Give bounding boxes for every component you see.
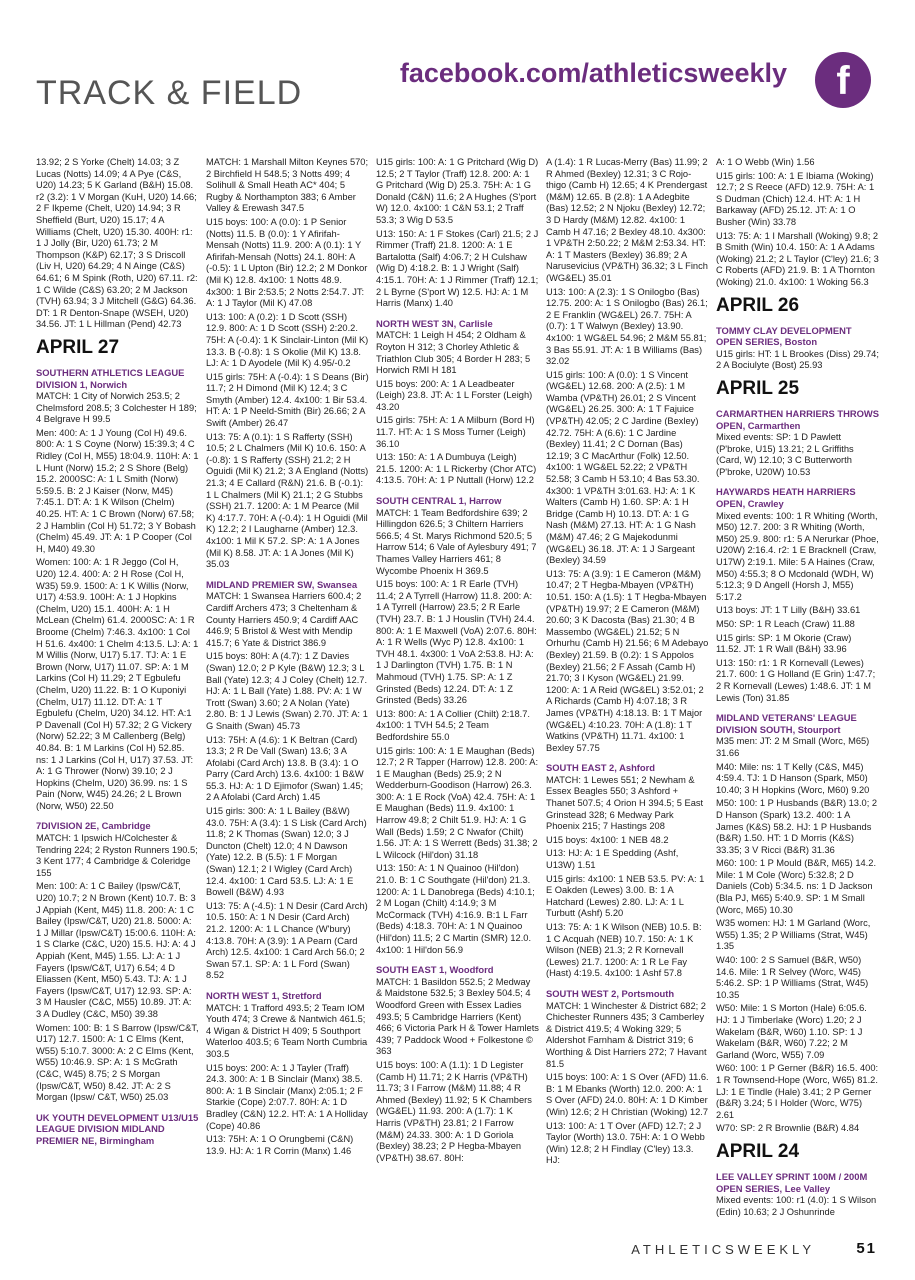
results-paragraph: W60: 100: 1 P Gerner (B&R) 16.5. 400: 1 R Townsend-Hope (Worc, W65) 81.2. LJ: 1 E Tindle (Hale) 3.41; 2 P Gerner (B&R) 3.24; 5 I Holder (Worc, W75) 2.61 — [716, 1063, 879, 1120]
results-paragraph: Mixed events: 100: 1 R Whiting (Worth, M50) 12.7. 200: 3 R Whiting (Worth, M50) 25.9. 800: r1: 5 A Nerurkar (Phoe, U20W) 2:16.4. r2: 1 E Bracknell (Craw, U17W) 2:19.1. Mile: 5 A Haines (Craw, M50) 4:55.3; 8 O Mcdonald (WDH, W) 5:12.3; 9 D Angell (Horsh J, M55) 5:17.2 — [716, 510, 879, 602]
results-paragraph: U13: 75: A (0.1): 1 S Rafferty (SSH) 10.5; 2 L Chalmers (Mil K) 10.6. 150: A (-0.8): 1 S Rafferty (SSH) 21.2; 2 H Oguidi (Mil K) 21.2; 3 A England (Notts) 21.3; 4 E Callard (R&N) 21.6. B (-0.1): 1 L Chalmers (Mil K) 21.1; 2 G Stubbs (SSH) 21.7. 1200: A: 1 M Pearce (Mil K) 4:17.7. 70H: A (-0.4): 1 H Oguidi (Mil K) 12.2; 2 I Laugharne (Amber) 12.3. 4x100: 1 Mil K 57.2. SP: A: 1 A Jones (Mil K) 8.58. JT: A: 1 A Jones (Mil K) 35.03 — [206, 431, 369, 570]
results-columns — [36, 157, 879, 1232]
results-paragraph: U13: 75: A (3.9): 1 E Cameron (M&M) 10.47; 2 T Hegba-Mbayen (VP&TH) 10.51. 150: A (1.5): 1 T Hegba-Mbayen (VP&TH) 19.97; 2 E Cameron (M&M) 20.60; 3 K Dacosta (Bas) 21.30; 4 B Massembo (WG&EL) 21.52; 5 N Orhurhu (Camb H) 21.56; 6 M Adebayo (Bexley) 21.59. B (0.2): 1 S Appolos (Bexley) 21.56; 2 F Assah (Camb H) 21.70; 3 I Kyson (WG&EL) 21.99. 1200: A: 1 A Reid (WG&EL) 3:52.01; 2 A Richards (Camb H) 4:07.18; 3 R James (VP&TH) 4:18.13. B: 1 T Major (WG&EL) 4:10.23. 70H: A (1.8): 1 T Watkins (VP&TH) 11.71. 4x100: 1 Bexley 57.75 — [546, 568, 709, 753]
results-paragraph: U15 girls: 75H: A: 1 A Milburn (Bord H) 11.7. HT: A: 1 S Moss Turner (Leigh) 36.10 — [376, 415, 535, 449]
results-paragraph: MATCH: 1 Marshall Milton Keynes 570; 2 Birchfield H 548.5; 3 Notts 499; 4 Solihull & Small Heath AC* 404; 5 Rugby & Northampton 383; 6 Amber Valley & Erewash 347.5 — [206, 157, 369, 214]
results-paragraph: W40: 100: 2 S Samuel (B&R, W50) 14.6. Mile: 1 R Selvey (Worc, W45) 5:46.2. SP: 1 P Williams (Strat, W45) 10.35 — [716, 955, 869, 1000]
column-4 — [546, 157, 709, 1232]
column-2 — [206, 157, 369, 1232]
results-paragraph: U15 girls: SP: 1 M Okorie (Craw) 11.52. JT: 1 R Wall (B&H) 33.96 — [716, 632, 852, 655]
results-paragraph: MATCH: 1 Basildon 552.5; 2 Medway & Maidstone 532.5; 3 Bexley 504.5; 4 Woodford Green with Essex Ladies 493.5; 5 Cambridge Harriers (Kent) 466; 6 Victoria Park H & Tower Hamlets 439; 7 Paddock Wood + Folkestone © 363 — [376, 976, 539, 1057]
league-heading: LEE VALLEY SPRINT 100M / 200M OPEN SERIES, Lee Valley — [716, 1170, 868, 1194]
results-paragraph: U15 boys: 100: A (0.0): 1 P Senior (Notts) 11.5. B (0.0): 1 Y Afirifah-Mensah (Notts) 11.9. 200: A (0.1): 1 Y Afirifah-Mensah (Notts) 24.1. 80H: A (-0.5): 1 L Upton (Bir) 12.2; 2 M Donkor (Mil K) 12.8. 4x100: 1 Notts 48.9. 4x300: 1 Bir 2:53.5; 2 Notts 2:54.7. JT: A: 1 J Taylor (Mil K) 47.08 — [206, 216, 368, 309]
results-paragraph: U13: 150: A: 1 A Dumbuya (Leigh) 21.5. 1200: A: 1 L Rickerby (Chor ATC) 4:13.5. 70H: A: 1 P Nuttall (Horw) 12.2 — [376, 452, 537, 486]
results-paragraph: W35 women: HJ: 1 M Garland (Worc, W55) 1.35; 2 P Williams (Strat, W45) 1.35 — [716, 918, 871, 952]
results-paragraph: M50: SP: 1 R Leach (Craw) 11.88 — [716, 619, 855, 629]
results-paragraph: M60: 100: 1 P Mould (B&R, M65) 14.2. Mile: 1 M Cole (Worc) 5:32.8; 2 D Daniels (Cob) 5:34.5. ns: 1 D Jackson (Bla PJ, M65) 5:40.9. SP: 1 M Small (Worc, M65) 10.30 — [716, 858, 877, 915]
results-paragraph: U13: 75: A (-4.5): 1 N Desir (Card Arch) 10.5. 150: A: 1 N Desir (Card Arch) 21.2. 1200: A: 1 L Chance (W'bury) 4:13.8. 70H: A (3.9): 1 A Pearn (Card Arch) 12.5. 4x100: 1 Card Arch 56.0; 2 Swan 57.1. SP: A: 1 L Ford (Swan) 8.52 — [206, 900, 368, 981]
results-paragraph: U15 girls: 100: A: 1 E Maughan (Beds) 12.7; 2 R Tapper (Harrow) 12.8. 200: A: 1 E Maughan (Beds) 25.9; 2 N Wedderburn-Goodison (Harrow) 26.3. 300: A: 1 E Rock (VoA) 42.4. 75H: A: 1 E Maughan (Beds) 11.9. 4x100: 1 Harrow 49.8; 2 Chilt 51.9. HJ: A: 1 G Wall (Beds) 1.59; 2 C Nwafor (Chilt) 1.56. JT: A: 1 S Werrett (Beds) 31.38; 2 L Wilcock (Hil'don) 31.18 — [376, 745, 539, 860]
results-paragraph: U15 boys: 100: A: 1 R Earle (TVH) 11.4; 2 A Tyrrell (Harrow) 11.8. 200: A: 1 A Tyrrell (Harrow) 23.5; 2 R Earle (TVH) 23.7. B: 1 J Houslin (TVH) 24.4. 800: A: 1 E Maxwell (VoA) 2:07.6. 80H: A: 1 R Wells (Wyc P) 12.8. 4x100: 1 TVH 48.1. 4x300: 1 VoA 2:53.8. HJ: A: 1 J Darlington (TVH) 1.75. B: 1 N Mahmoud (TVH) 1.75. SP: A: 1 Z Grinsted (Beds) 12.24. DT: A: 1 Z Grinsted (Beds) 33.26 — [376, 579, 537, 706]
results-paragraph: U15 boys: 100: A: 1 S Over (AFD) 11.6. B: 1 M Ebanks (Worth) 12.0. 200: A: 1 S Over (AFD) 24.0. 80H: A: 1 D Kimber (Win) 12.6; 2 H Christian (Woking) 12.7 — [546, 1072, 709, 1117]
league-heading: UK YOUTH DEVELOPMENT U13/U15 LEAGUE DIVISION MIDLAND PREMIER NE, Birmingham — [36, 1111, 199, 1146]
results-paragraph: Women: 100: B: 1 S Barrow (Ipsw/C&T, U17) 12.7. 1500: A: 1 C Elms (Kent, W55) 5:10.7. 3000: A: 2 C Elms (Kent, W55) 10:46.9. SP: A: 1 S McGrath (C&C, W45) 8.75; 2 S Morgan (Ipsw/C&T, W50) 8.42. JT: A: 2 S Morgan (Ipsw/ C&T, W50) 25.03 — [36, 1022, 199, 1103]
league-heading: 7DIVISION 2E, Cambridge — [36, 820, 151, 832]
results-paragraph: U15 girls: 100: A: 1 G Pritchard (Wig D) 12.5; 2 T Taylor (Traff) 12.8. 200: A: 1 G Pritchard (Wig D) 25.3. 75H: A: 1 G Donald (C&N) 11.6; 2 A Hughes (S'port W) 12.0. 4x100: 1 C&N 53.1; 2 Traff 53.3; 3 Wig D 53.5 — [376, 157, 539, 225]
results-paragraph: U13 boys: JT: 1 T Lilly (B&H) 33.61 — [716, 605, 861, 616]
league-heading: SOUTH EAST 2, Ashford — [546, 762, 656, 774]
facebook-icon[interactable]: f — [815, 52, 871, 108]
results-paragraph: U13: 100: A (2.3): 1 S Onilogbo (Bas) 12.75. 200: A: 1 S Onilogbo (Bas) 26.1; 2 E Franklin (WG&EL) 26.7. 75H: A (0.7): 1 T Walwyn (Bexley) 13.90. 4x100: 1 WG&EL 54.96; 2 M&M 55.81; 3 Bas 55.91. JT: A: 1 B Williams (Bas) 32.02 — [546, 286, 708, 367]
results-paragraph: U15 boys: 100: A (1.1): 1 D Legister (Camb H) 11.71; 2 K Harris (VP&TH) 11.73; 3 I Farrow (M&M) 11.88; 4 R Ahmed (Bexley) 11.92; 5 K Chambers (WG&EL) 11.93. 200: A (1.7): 1 K Harris (VP&TH) 23.81; 2 I Farrow (M&M) 24.33. 300: A: 1 D Goriola (Bexley) 38.23; 2 P Hegba-Mbayen (VP&TH) 38.67. 80H: — [376, 1059, 532, 1163]
league-heading: MIDLAND VETERANS' LEAGUE DIVISION SOUTH, Stourport — [716, 712, 857, 735]
date-heading: APRIL 26 — [716, 294, 800, 316]
column-3 — [376, 157, 539, 1232]
results-paragraph: MATCH: 1 Winchester & District 682; 2 Chichester Runners 435; 3 Camberley & District 419.5; 4 Woking 329; 5 Aldershot Farnham & District 319; 6 Worthing & Dist Harriers 272; 7 Havant 81.5 — [546, 1000, 707, 1069]
league-heading: CARMARTHEN HARRIERS THROWS OPEN, Carmarthen — [716, 407, 879, 431]
league-heading: HAYWARDS HEATH HARRIERS OPEN, Crawley — [716, 486, 856, 510]
results-paragraph: U15 boys: 4x100: 1 NEB 48.2 — [546, 834, 669, 845]
results-paragraph: MATCH: 1 Team Bedfordshire 639; 2 Hillingdon 626.5; 3 Chiltern Harriers 566.5; 4 St. Marys Richmond 520.5; 5 Harrow 514; 6 Vale of Aylesbury 491; 7 Thames Valley Harriers 461; 8 Wycombe Phoenix H 369.5 — [376, 507, 537, 576]
results-paragraph: U13: 800: A: 1 A Collier (Chilt) 2:18.7. 4x100: 1 TVH 54.5; 2 Team Bedfordshire 55.0 — [376, 708, 530, 742]
results-paragraph: MATCH: 1 Swansea Harriers 600.4; 2 Cardiff Archers 473; 3 Cheltenham & County Harriers 450.9; 4 Cardiff AAC 446.9; 5 Bristol & West with Mendip 415.7; 6 Yate & District 386.9 — [206, 591, 362, 648]
results-paragraph: U15 girls: 100: A (0.0): 1 S Vincent (WG&EL) 12.68. 200: A (2.5): 1 M Wamba (VP&TH) 26.01; 2 S Vincent (WG&EL) 26.25. 300: A: 1 T Fajuice (VP&TH) 42.05; 2 C Jardine (Bexley) 42.72. 75H: A (6.6): 1 C Jardine (Bexley) 11.41; 2 C Dornan (Bas) 12.19; 3 C MacArthur (Folk) 12.50. 4x100: 1 WG&EL 52.22; 2 VP&TH 52.58; 3 Camb H 53.10; 4 Bas 53.30. 4x300: 1 VP&TH 3:01.63. HJ: A: 1 K Walters (Camb H) 1.60. SP: A: 1 H Bridge (Camb H) 10.13. DT: A: 1 G Nash (M&M) 27.13. HT: A: 1 G Nash (M&M) 47.46; 2 G Majekodunmi (WG&EL) 36.18. JT: A: 1 J Sargeant (Bexley) 34.59 — [546, 369, 700, 566]
results-paragraph: M40: Mile: ns: 1 T Kelly (C&S, M45) 4:59.4. TJ: 1 D Hanson (Spark, M50) 10.40; 3 H Hopkins (Worc, M60) 9.20 — [716, 761, 870, 795]
results-paragraph: M50: 100: 1 P Husbands (B&R) 13.0; 2 D Hanson (Spark) 13.2. 400: 1 A James (K&S) 58.2. HJ: 1 P Husbands (B&R) 1.50. HT: 1 D Morris (K&S) 33.35; 3 V Ricci (B&R) 31.36 — [716, 798, 878, 855]
results-paragraph: W50: Mile: 1 S Morton (Hale) 6:05.6. HJ: 1 J Timberlake (Worc) 1.20; 2 J Wakelam (B&R, W60) 1.10. SP: 1 J Wakelam (B&R, W60) 7.22; 2 M Garland (Worc, W55) 7.09 — [716, 1003, 867, 1060]
results-paragraph: U15 girls: 4x100: 1 NEB 53.5. PV: A: 1 E Oakden (Lewes) 3.00. B: 1 A Hatchard (Lewes) 2.80. LJ: A: 1 L Turbutt (Ashf) 5.20 — [546, 873, 705, 919]
results-paragraph: U15 boys: 200: A: 1 J Tayler (Traff) 24.3. 300: A: 1 B Sinclair (Manx) 38.5. 800: A: 1 B Sinclair (Manx) 2:05.1; 2 F Starkie (Cope) 2:07.7. 80H: A: 1 D Bradley (C&N) 12.2. HT: A: 1 A Holliday (Cope) 40.86 — [206, 1062, 368, 1131]
results-paragraph: U15 girls: 100: A: 1 E Ibiama (Woking) 12.7; 2 S Reece (AFD) 12.9. 75H: A: 1 S Dudman (Chich) 12.4. HT: A: 1 H Barkaway (AFD) 25.12. JT: A: 1 O Busher (Win) 33.78 — [716, 170, 875, 227]
league-heading: SOUTH WEST 2, Portsmouth — [546, 987, 675, 999]
results-paragraph: U13: 75H: A (4.6): 1 K Beltran (Card) 13.3; 2 R De Vall (Swan) 13.6; 3 A Afolabi (Card Arch) 13.8. B (3.4): 1 O Parry (Card Arch) 13.6. 4x100: 1 B&W 55.3. HJ: A: 1 D Ejimofor (Swan) 1.45; 2 A Afolabi (Card Arch) 1.45 — [206, 734, 364, 803]
league-heading: SOUTH EAST 1, Woodford — [376, 964, 494, 976]
results-paragraph: A (1.4): 1 R Lucas-Merry (Bas) 11.99; 2 R Ahmed (Bexley) 12.31; 3 C Rojo-thigo (Camb H) 12.65; 4 K Prendergast (M&M) 12.65. B (2.8): 1 A Adegbite (Bas) 12.52; 2 N Njoku (Bexley) 12.72; 3 D Hardy (M&M) 12.82. 4x100: 1 Camb H 47.16; 2 Bexley 48.10. 4x300: 1 VP&TH 2:50.22; 2 M&M 2:53.34. HT: A: 1 T Masters (Bexley) 36.89; 2 A Narusevicius (VP&TH) 36.32; 3 L Finch (WG&EL) 35.01 — [546, 157, 708, 283]
column-5 — [716, 157, 879, 1232]
date-heading: APRIL 24 — [716, 1140, 800, 1162]
league-heading: MIDLAND PREMIER SW, Swansea — [206, 578, 358, 590]
league-heading: TOMMY CLAY DEVELOPMENT OPEN SERIES, Boston — [716, 324, 852, 348]
section-title: TRACK & FIELD — [36, 74, 303, 112]
league-heading: NORTH WEST 1, Stretford — [206, 989, 322, 1001]
column-1 — [36, 157, 199, 1232]
facebook-url[interactable]: facebook.com/athleticsweekly — [399, 58, 787, 88]
results-paragraph: U15 girls: HT: 1 L Brookes (Diss) 29.74; 2 A Bociulyte (Bost) 25.93 — [716, 348, 879, 371]
results-paragraph: U15 girls: 75H: A (-0.4): 1 S Deans (Bir) 11.7; 2 H Dimond (Mil K) 12.4; 3 C Smyth (Amber) 12.4. 4x100: 1 Bir 53.4. HT: A: 1 P Neeld-Smith (Bir) 26.66; 2 A Swift (Amber) 26.47 — [206, 371, 369, 429]
results-paragraph: U13: 75: A: 1 K Wilson (NEB) 10.5. B: 1 C Acquah (NEB) 10.7. 150: A: 1 K Wilson (NEB) 21.3; 2 R Kornevall (Lewes) 21.7. 1200: A: 1 R Le Fay (Hast) 4:19.5. 4x100: 1 Ashf 57.8 — [546, 922, 702, 979]
results-paragraph: A: 1 O Webb (Win) 1.56 — [716, 157, 815, 167]
results-paragraph: U13: 100: A: 1 T Over (AFD) 12.7; 2 J Taylor (Worth) 13.0. 75H: A: 1 O Webb (Win) 12.8; 2 H Findlay (C'ley) 13.3. HJ: — [546, 1120, 705, 1166]
results-paragraph: U13: 100: A (0.2): 1 D Scott (SSH) 12.9. 800: A: 1 D Scott (SSH) 2:20.2. 75H: A (-0.4): 1 K Sinclair-Linton (Mil K) 13.3. B (-0.8): 1 S Okolie (Mil K) 13.8. LJ: A: 1 D Ayodele (Mil K) 4.95/-0.2 — [206, 311, 369, 369]
results-paragraph: MATCH: 1 Ipswich H/Colchester & Tendring 224; 2 Ryston Runners 190.5; 3 Kent 177; 4 Cambridge & Coleridge 155 — [36, 833, 198, 878]
date-heading: APRIL 27 — [36, 336, 120, 358]
league-heading: SOUTHERN ATHLETICS LEAGUE DIVISION 1, Norwich — [36, 366, 185, 390]
results-paragraph: U15 boys: 200: A: 1 A Leadbeater (Leigh) 23.8. JT: A: 1 L Forster (Leigh) 43.20 — [376, 378, 533, 412]
results-paragraph: U15 girls: 300: A: 1 L Bailey (B&W) 43.0. 75H: A (3.4): 1 S Lisk (Card Arch) 11.8; 2 K Thomas (Swan) 12.0; 3 J Duncton (Chelt) 12.0; 4 N Dawson (Yate) 12.2. B (5.5): 1 F Morgan (Swan) 12.1; 2 I Wigley (Card Arch) 12.4. 4x100: 1 Card 53.5. LJ: A: 1 E Bowell (B&W) 4.93 — [206, 806, 367, 898]
results-paragraph: Mixed events: 100: r1 (4.0): 1 S Wilson (Edin) 10.63; 2 J Oshunrinde — [716, 1195, 877, 1217]
results-paragraph: MATCH: 1 Lewes 551; 2 Newham & Essex Beagles 550; 3 Ashford + Thanet 507.5; 4 Orion H 394.5; 5 East Grinstead 328; 6 Medway Park Phoenix 215; 7 Hastings 208 — [546, 774, 704, 832]
results-paragraph: U13: 150: r1: 1 R Kornevall (Lewes) 21.7. 600: 1 G Holland (E Grin) 1:47.7; 2 R Kornevall (Lewes) 1:48.6. JT: 1 M Lewis (Ton) 31.85 — [716, 657, 876, 703]
footer-brand: ATHLETICSWEEKLY — [631, 1242, 815, 1257]
results-paragraph: W70: SP: 2 R Brownlie (B&R) 4.84 — [716, 1123, 860, 1134]
results-paragraph: Men: 100: A: 1 C Bailey (Ipsw/C&T, U20) 10.7; 2 N Brown (Kent) 10.7. B: 3 J Appiah (Kent, M45) 11.8. 200: A: 1 C Bailey (Ipsw/C&T, U20) 21.8. 5000: A: 1 J Millar (Ipsw/C&T) 15:00.6. 110H: A: 1 S Clarke (C&C, U20) 15.5. HJ: A: 4 J Appiah (Kent, M45) 1.55. LJ: A: 1 J Fayers (Ipsw/C&T, U17) 6.54; 4 D Eliassen (Kent, M50) 5.43. TJ: A: 1 J Fayers (Ipsw/C&T, U17) 12.93. SP: A: 3 M Hausler (C&C, M55) 10.89. JT: A: 3 A Dudley (C&C, M50) 39.38 — [36, 881, 196, 1019]
results-paragraph: U13: 75H: A: 1 O Orungbemi (C&N) 13.9. HJ: A: 1 R Corrin (Manx) 1.46 — [206, 1134, 354, 1156]
results-paragraph: Women: 100: A: 1 R Jeggo (Col H, U20) 12.4. 400: A: 2 H Rose (Col H, W35) 59.9. 1500: A: 1 K Willis (Norw, U17) 4:53.9. 100H: A: 1 J Hopkins (Chelm, U20) 15.1. 400H: A: 1 H McLean (Chelm) 61.4. 2000SC: A: 1 R Broome (Chelm) 7:46.3. 4x100: 1 Col H 51.6. 4x400: 1 Chelm 4:13.5. LJ: A: 1 M Willis (Norw, U17) 5.17. TJ: A: 1 E Brown (Norw, U17) 11.07. SP: A: 1 M Larkins (Col H) 11.29; 2 T Egbulefu (Chelm, U20) 11.22. B: 1 O Kuponiyi (Chelm, U17) 11.12. DT: A: 1 T Egbulefu (Chelm, U20) 34.12. HT: A:1 P Davenall (Col H) 57.32; 2 G Vickery (Norw) 52.22; 3 M Callenberg (Belg) 40.84. B: 1 M Larkins (Col H) 52.85. ns: 1 J Larkins (Col H, U17) 37.53. JT: A: 1 G Thrower (Norw) 39.10; 2 J Hopkins (Chelm, U20) 36.99. ns: 1 S Pain (Norw, W45) 24.26; 2 L Brown (Norw, W50) 22.50 — [36, 557, 199, 811]
results-paragraph: MATCH: 1 Leigh H 454; 2 Oldham & Royton H 312; 3 Chorley Athletic & Triathlon Club 305; 4 Border H 283; 5 Horwich RMI H 181 — [376, 330, 531, 376]
date-heading: APRIL 25 — [716, 377, 800, 399]
league-heading: SOUTH CENTRAL 1, Harrow — [376, 495, 502, 507]
results-paragraph: MATCH: 1 Trafford 493.5; 2 Team IOM Youth 474; 3 Crewe & Nantwich 461.5; 4 Wigan & District H 409; 5 Southport Waterloo 403.5; 6 Team North Cumbria 303.5 — [206, 1002, 368, 1059]
results-paragraph: Mixed events: SP: 1 D Pawlett (P'broke, U15) 13.21; 2 L Griffiths (Card, W) 12.10; 3 C Butterworth (P'broke, U20W) 10.53 — [716, 432, 854, 477]
page-header — [0, 0, 915, 150]
results-paragraph: Men: 400: A: 1 J Young (Col H) 49.6. 800: A: 1 S Coyne (Norw) 15:39.3; 4 C Ridley (Col H, M55) 18:04.9. 110H: A: 1 L Hunt (Norw) 15.2; 2 S Shore (Belg) 15.2. 2000SC: A: 1 L Smith (Norw) 5:59.5. B: 2 J Kaiser (Norw, M45) 7:45.1. DT: A: 1 K Wilson (Chelm) 40.25. HT: A: 1 C Brown (Norw) 67.58; 2 J Hamblin (Col H) 51.72; 3 Y Bobash (Chelm) 45.49. JT: A: 1 P Cooper (Col H, M40) 49.30 — [36, 427, 199, 554]
page-footer — [0, 1240, 915, 1264]
results-paragraph: U13: 150: A: 1 F Stokes (Carl) 21.5; 2 J Rimmer (Traff) 21.8. 1200: A: 1 E Bartalotta (Salf) 4:06.7; 2 H Culshaw (Wig D) 4:18.2. B: 1 J Wright (Salf) 4:15.1. 70H: A: 1 J Rimmer (Traff) 12.1; 2 L Byrne (S'port W) 12.5. HJ: A: 1 M Harris (Manx) 1.40 — [376, 228, 539, 309]
results-paragraph: U13: 150: A: 1 N Quainoo (Hil'don) 21.0. B: 1 C Southgate (Hil'don) 21.3. 1200: A: 1 L Danobrega (Beds) 4:10.1; 2 M Logan (Chilt) 4:14.9; 3 M McCormack (TVH) 4:16.9. B:1 L Farr (Beds) 4:18.3. 70H: A: 1 N Quainoo (Hil'don) 11.5; 2 C Martin (SMR) 12.0. 4x100: 1 Hil'don 56.9 — [376, 863, 535, 955]
results-paragraph: U13: 75: A: 1 I Marshall (Woking) 9.8; 2 B Smith (Win) 10.4. 150: A: 1 A Adams (Woking) 21.2; 2 L Taylor (C'ley) 21.6; 3 C Roberts (AFD) 21.9. B: 1 A Thornton (Woking) 21.0. 4x100: 1 Woking 56.3 — [716, 230, 879, 287]
results-paragraph: M35 men: JT: 2 M Small (Worc, M65) 31.66 — [716, 736, 870, 758]
results-paragraph: U13: HJ: A: 1 E Spedding (Ashf, U13W) 1.51 — [546, 848, 679, 871]
results-paragraph: MATCH: 1 City of Norwich 253.5; 2 Chelmsford 208.5; 3 Colchester H 189; 4 Belgrave H 99.5 — [36, 391, 197, 425]
results-paragraph: 13.92; 2 S Yorke (Chelt) 14.03; 3 Z Lucas (Notts) 14.09; 4 A Pye (C&S, U20) 14.23; 5 K Garland (B&H) 15.08. r2 (3.2): 1 V Morgan (KuH, U20) 14.66; 2 F Ikpeme (Chelt, U20) 14.94; 3 R Sheffield (Burt, U20) 15.17; 4 A Williams (Chelt, U20) 15.30. 400H: r1: 1 J Jolly (Bir, U20) 61.73; 2 M Thompson (K&P) 62.17; 3 S Driscoll (Liv H, U20) 64.29; 4 N Ainge (C&S) 64.61; 6 M Spink (Roth, U20) 67.11. r2: 1 C Wilde (C&S) 63.20; 2 M Jackson (TVH) 63.94; 3 J Mitchell (G&G) 64.36. DT: 1 R Denton-Snape (WSEH, U20) 34.56. JT: 1 L Hillman (Pend) 42.73 — [36, 157, 198, 330]
page-number: 51 — [856, 1240, 877, 1257]
league-heading: NORTH WEST 3N, Carlisle — [376, 317, 493, 329]
results-paragraph: U15 boys: 80H: A (4.7): 1 Z Davies (Swan) 12.0; 2 P Kyle (B&W) 12.3; 3 L Ball (Yate) 12.3; 4 J Coley (Chelt) 12.7. HJ: A: 1 L Ball (Yate) 1.88. PV: A: 1 W Trott (Swan) 3.60; 2 A Nolan (Yate) 2.80. B: 1 J Lewis (Swan) 2.70. JT: A: 1 G Snaith (Swan) 45.73 — [206, 651, 368, 731]
